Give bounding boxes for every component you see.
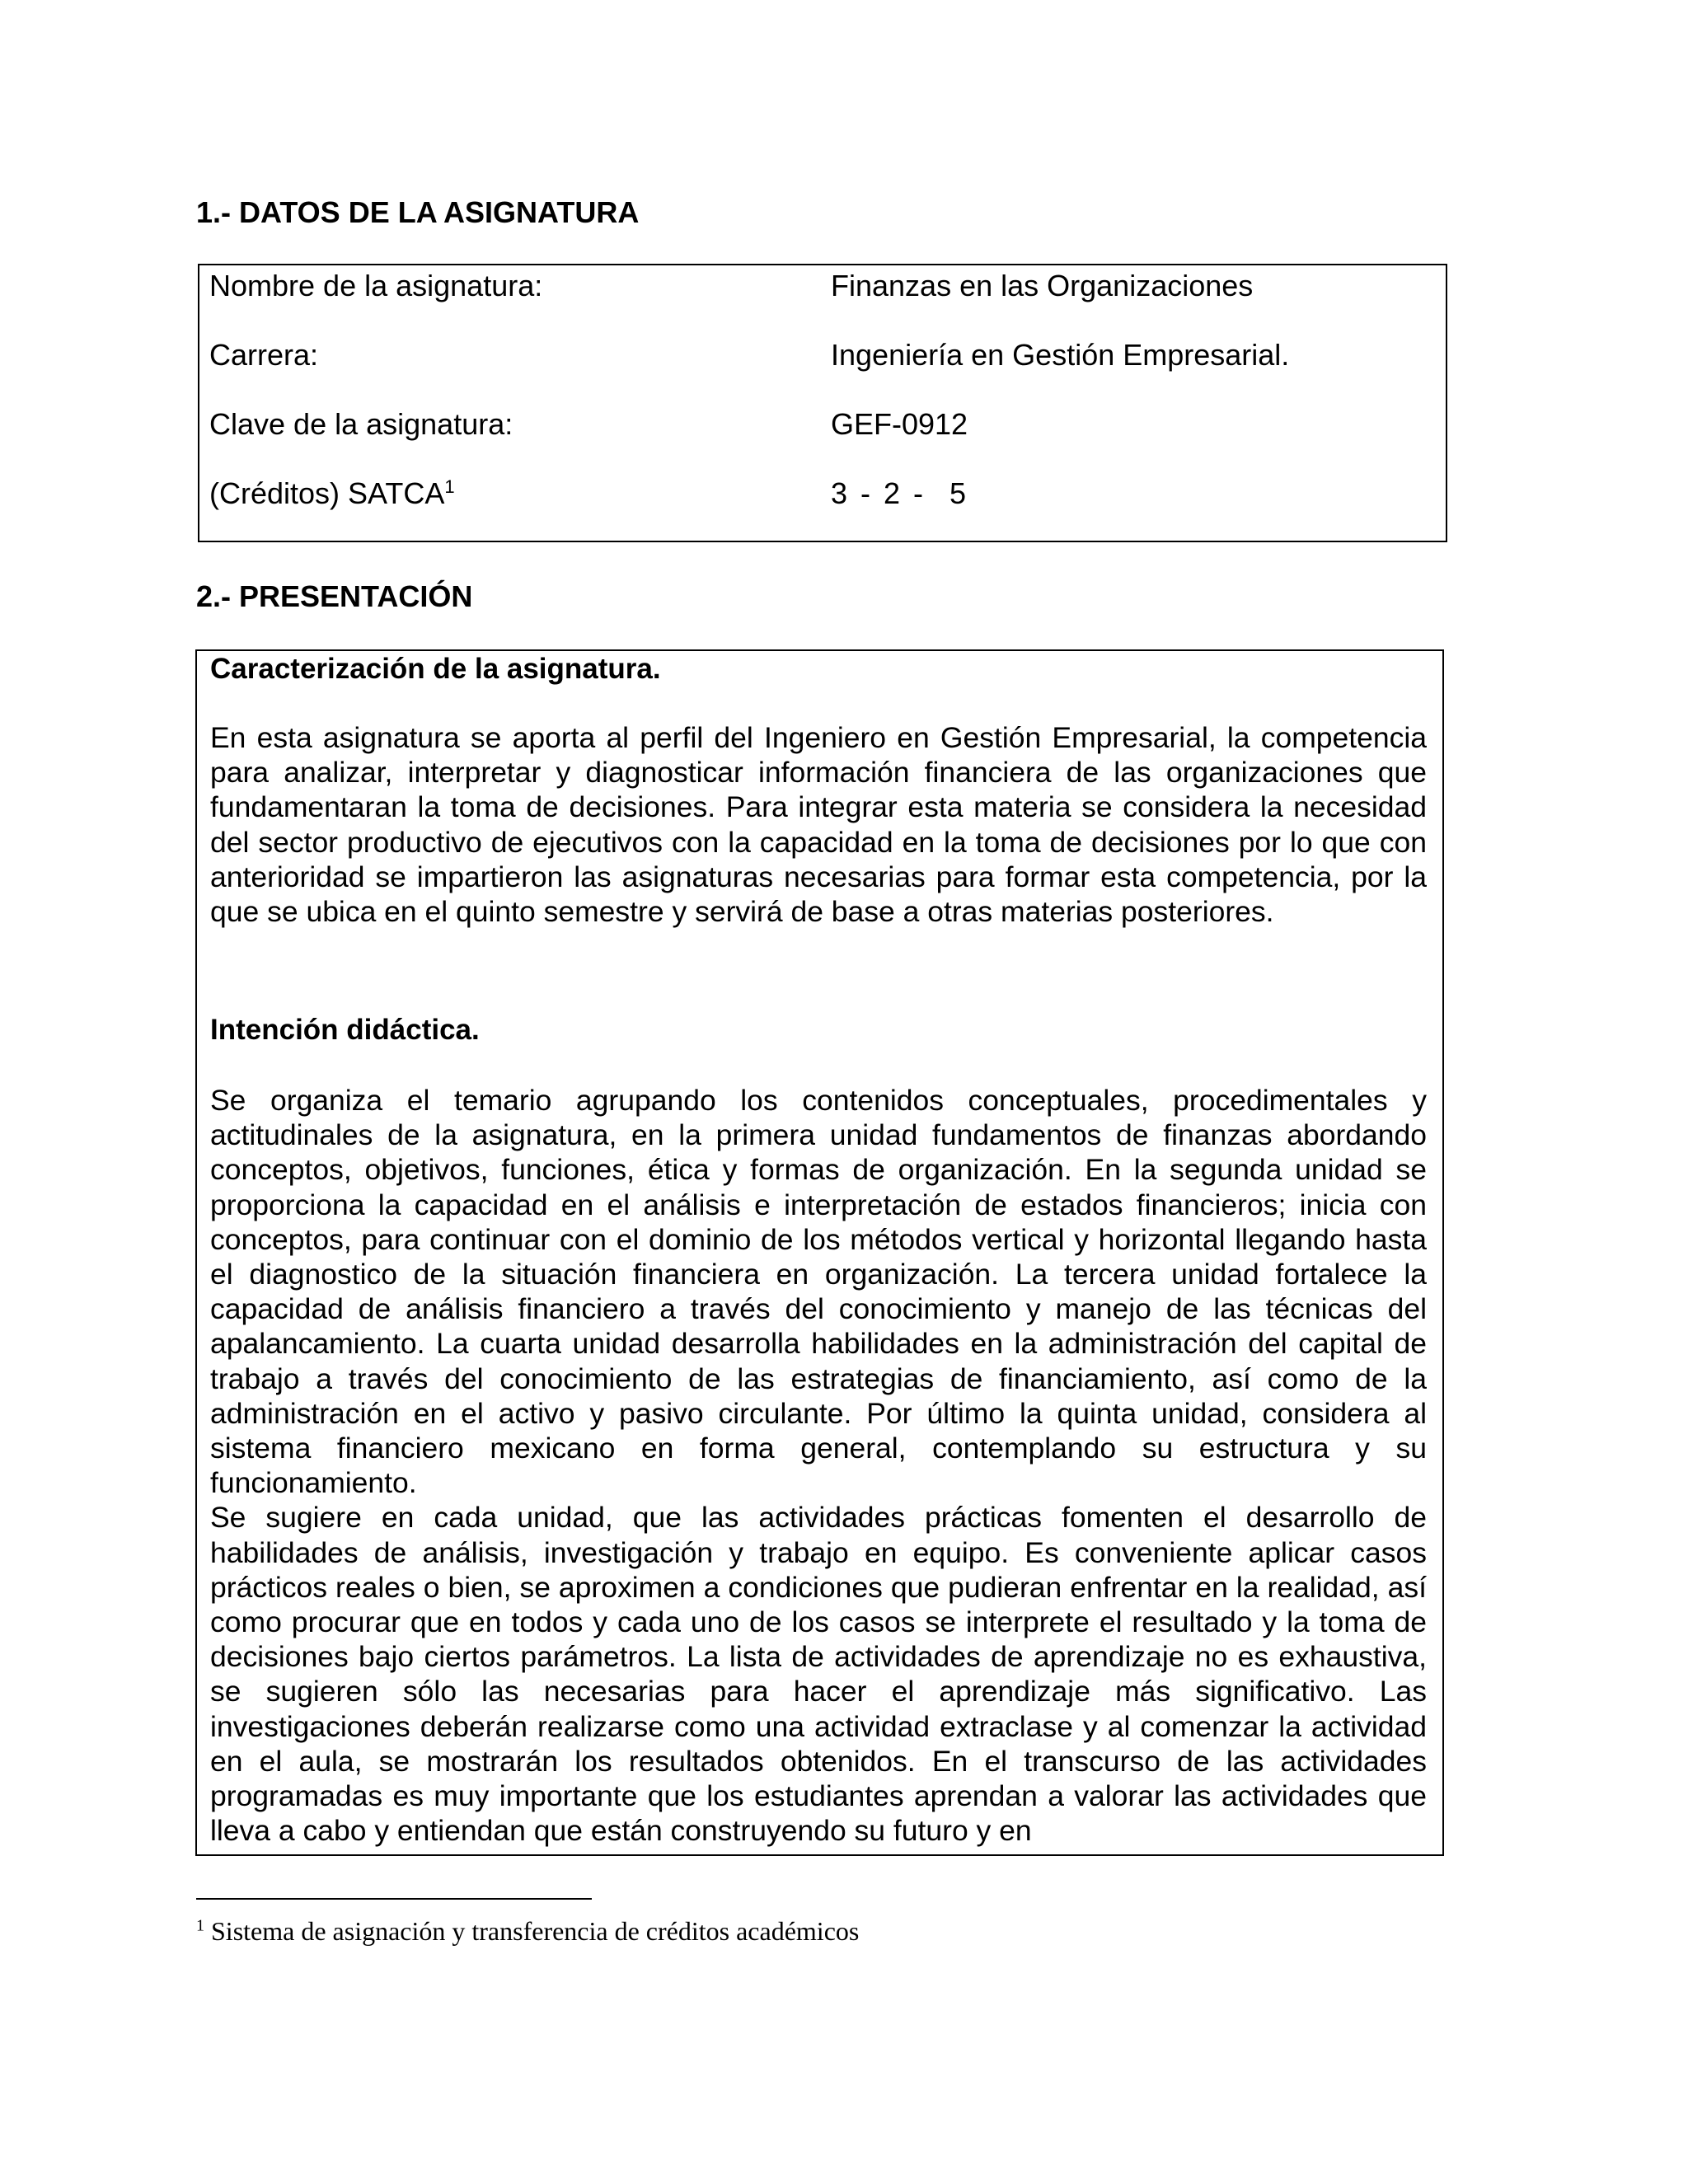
intencion-text: Se organiza el temario agrupando los contenidos conceptuales, procedimentales y actitudinales de la asignatura, en la primera unidad fundamentos de finanzas abordando conceptos, objetivos, funciones, ética y formas de organización. En la segunda unidad se proporciona la capacidad en el análisis e interpretación de estados financieros; inicia con conceptos, para continuar con el dominio de los métodos vertical y horizontal llegando hasta el diagnostico de la situación financiera en organización. La tercera unidad fortalece la capacidad de análisis financiero a través del conocimiento y manejo de las técnicas del apalancamiento. La cuarta unidad desarrolla habilidades en la administración del capital de trabajo a través del conocimiento de las estrategias de financiamiento, así como de la administración en el activo y pasivo circulante. Por último la quinta unidad, considera al sistema financiero mexicano en forma general, contemplando su estructura y su funcionamiento. [210, 1084, 1427, 1500]
value-clave: GEF-0912 [831, 407, 968, 441]
label-clave: Clave de la asignatura: [209, 407, 513, 441]
row-creditos [199, 473, 1446, 514]
value-carrera: Ingeniería en Gestión Empresarial. [831, 338, 1290, 372]
presentation-box [195, 649, 1444, 1856]
value-nombre: Finanzas en las Organizaciones [831, 269, 1254, 302]
label-creditos-text: (Créditos) SATCA [209, 476, 445, 510]
footnote-separator [196, 1898, 592, 1900]
footnote-text: Sistema de asignación y transferencia de créditos académicos [211, 1916, 860, 1946]
label-creditos [209, 473, 455, 514]
course-data-table [198, 264, 1447, 542]
row-nombre [199, 265, 1446, 307]
footnote [196, 1914, 859, 1948]
section-2-title: 2.- PRESENTACIÓN [196, 579, 473, 613]
intencion-body [210, 1083, 1427, 1848]
footnote-ref: 1 [444, 476, 455, 497]
caracterizacion-text: En esta asignatura se aporta al perfil del Ingeniero en Gestión Empresarial, la competencia para analizar, interpretar y diagnosticar información financiera de las organizaciones que fundamentaran la toma de decisiones. Para integrar esta materia se considera la necesidad del sector productivo de ejecutivos con la capacidad en la toma de decisiones por lo que con anterioridad se impartieron las asignaturas necesarias para formar esta competencia, por la que se ubica en el quinto semestre y servirá de base a otras materias posteriores. [210, 721, 1427, 929]
footnote-marker: 1 [196, 1916, 204, 1935]
caracterizacion-title: Caracterización de la asignatura. [210, 653, 661, 685]
value-creditos: 3 - 2 - 5 [831, 476, 967, 510]
row-carrera [199, 335, 1446, 376]
section-1-title: 1.- DATOS DE LA ASIGNATURA [196, 195, 640, 229]
label-nombre: Nombre de la asignatura: [209, 269, 543, 302]
row-clave [199, 404, 1446, 445]
intencion-title: Intención didáctica. [210, 1014, 480, 1046]
label-carrera: Carrera: [209, 338, 319, 372]
intencion-text-2: Se sugiere en cada unidad, que las actividades prácticas fomenten el desarrollo de habilidades de análisis, investigación y trabajo en equipo. Es conveniente aplicar casos prácticos reales o bien, se aproximen a condiciones que pudieran enfrentar en la realidad, así como procurar que en todos y cada uno de los casos se interprete el resultado y la toma de decisiones bajo ciertos parámetros. La lista de actividades de aprendizaje no es exhaustiva, se sugieren sólo las necesarias para hacer el aprendizaje más significativo. Las investigaciones deberán realizarse como una actividad extraclase y al comenzar la actividad en el aula, se mostrarán los resultados obtenidos. En el transcurso de las actividades programadas es muy importante que los estudiantes aprendan a valorar las actividades que lleva a cabo y entiendan que están construyendo su futuro y en [210, 1501, 1427, 1848]
